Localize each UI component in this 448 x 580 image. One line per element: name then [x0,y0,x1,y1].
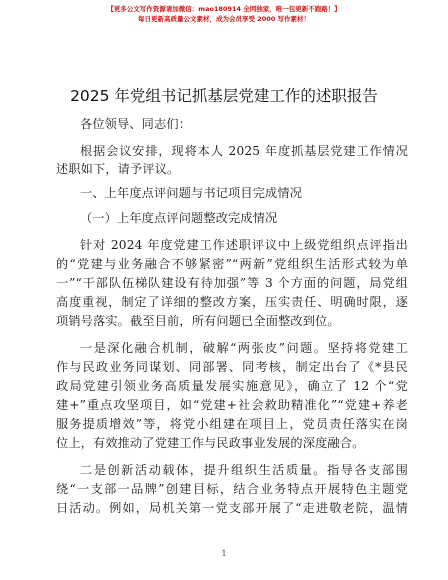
paragraph-line: 根据会议安排，现将本人 2025 年度抓基层党建工作情况 [80,144,408,158]
section-heading-1: 一、上年度点评问题与书记项目完成情况 [80,186,303,200]
page-number: 1 [221,549,227,558]
paragraph-line: 服务提质增效”等，将党小组建在项目上，党员责任落实在岗 [56,417,408,431]
paragraph-line: 针对 2024 年度党建工作述职评议中上级党组织点评指出 [80,238,408,252]
subsection-heading-1: （一）上年度点评问题整改完成情况 [80,211,278,225]
paragraph-line: 一是深化融合机制，破解“两张皮”问题。坚持将党建工 [80,341,408,355]
paragraph-line: 述职如下，请予评议。 [56,162,180,176]
document-title: 2025 年党组书记抓基层党建工作的述职报告 [70,87,378,105]
paragraph-line: 的“党建与业务融合不够紧密”“两新”党组织生活形式较为单 [56,257,408,271]
banner-line-2: 每日更新高质量公文素材，成为会员享受 2000 写作素材！ [137,15,311,23]
salutation: 各位领导、同志们： [80,117,192,131]
paragraph-line: 二是创新活动载体，提升组织生活质量。指导各支部围 [80,463,408,477]
paragraph-line: 一”“干部队伍梯队建设有待加强”等 3 个方面的问题，局党组 [56,276,408,290]
paragraph-line: 作与民政业务同谋划、同部署、同考核，制定出台了《*县民 [56,360,408,374]
banner-line-1: 【更多公文写作资源请加微信：mao180914 全网独家，唯一包更新不跑路！】 [107,5,341,13]
paragraph-line: 位上，有效推动了党建工作与民政事业发展的深度融合。 [56,436,365,450]
header-banner [0,4,448,24]
paragraph-line: 项销号落实。截至目前，所有问题已全面整改到位。 [56,314,340,328]
paragraph-line: 日活动。例如，局机关第一党支部开展了“走进敬老院，温情 [56,501,408,515]
paragraph-line: 建+”重点攻坚项目，如“党建+社会救助精准化”“党建+养老 [56,398,408,412]
paragraph-line: 政局党建引领业务高质量发展实施意见》，确立了 12 个“党 [56,379,408,393]
paragraph-line: 绕“一支部一品牌”创建目标，结合业务特点开展特色主题党 [56,482,408,496]
paragraph-line: 高度重视，制定了详细的整改方案，压实责任、明确时限，逐 [56,295,408,309]
